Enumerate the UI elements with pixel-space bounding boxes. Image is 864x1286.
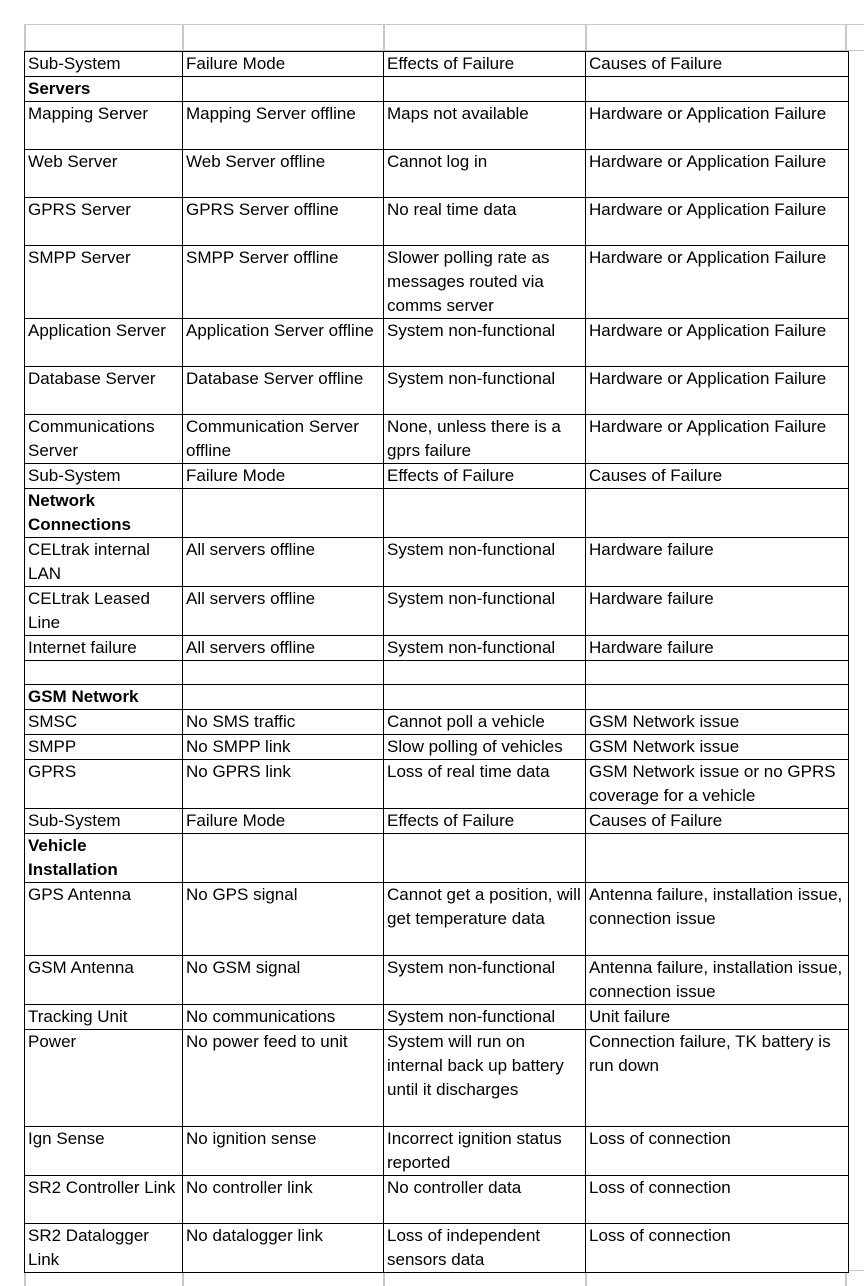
table-cell[interactable]: Hardware or Application Failure	[586, 102, 849, 150]
table-row	[25, 246, 849, 319]
table-cell[interactable]: Loss of real time data	[384, 760, 586, 809]
table-cell[interactable]: Antenna failure, installation issue, connection issue	[586, 956, 849, 1005]
table-row	[25, 415, 849, 464]
table-row	[25, 319, 849, 367]
table-cell[interactable]: Application Server	[25, 319, 183, 367]
table-row	[25, 760, 849, 809]
table-cell[interactable]: Hardware or Application Failure	[586, 150, 849, 198]
table-cell[interactable]: Sub-System	[25, 464, 183, 489]
table-row	[25, 367, 849, 415]
table-cell[interactable]	[384, 77, 586, 102]
table-row	[25, 1176, 849, 1224]
table-cell[interactable]: GPRS Server offline	[183, 198, 384, 246]
table-cell[interactable]: No GPRS link	[183, 760, 384, 809]
table-cell[interactable]: No communications	[183, 1005, 384, 1030]
table-cell[interactable]: Cannot get a position, will get temperature data	[384, 883, 586, 956]
table-cell[interactable]: Failure Mode	[183, 809, 384, 834]
table-cell[interactable]	[183, 489, 384, 538]
table-cell[interactable]	[586, 834, 849, 883]
table-cell[interactable]: SR2 Datalogger Link	[25, 1224, 183, 1273]
table-row	[25, 1127, 849, 1176]
table-cell[interactable]: System non-functional	[384, 636, 586, 661]
table-cell[interactable]: System non-functional	[384, 1005, 586, 1030]
table-cell[interactable]: System will run on internal back up battery until it discharges	[384, 1030, 586, 1127]
table-cell[interactable]: Communication Server offline	[183, 415, 384, 464]
table-cell[interactable]: CELtrak Leased Line	[25, 587, 183, 636]
table-cell[interactable]: Loss of connection	[586, 1176, 849, 1224]
table-cell[interactable]: Web Server	[25, 150, 183, 198]
table-cell[interactable]	[586, 77, 849, 102]
table-cell[interactable]: Loss of connection	[586, 1224, 849, 1273]
table-cell[interactable]: SMPP Server	[25, 246, 183, 319]
table-row	[25, 735, 849, 760]
table-row	[25, 198, 849, 246]
table-cell[interactable]: Causes of Failure	[586, 52, 849, 77]
table-cell[interactable]: Effects of Failure	[384, 52, 586, 77]
table-cell[interactable]: No ignition sense	[183, 1127, 384, 1176]
table-cell[interactable]: Power	[25, 1030, 183, 1127]
table-row	[25, 150, 849, 198]
table-cell[interactable]	[586, 661, 849, 685]
table-cell[interactable]: CELtrak internal LAN	[25, 538, 183, 587]
table-cell[interactable]: Sub-System	[25, 52, 183, 77]
table-cell[interactable]: No controller data	[384, 1176, 586, 1224]
table-cell[interactable]: Hardware or Application Failure	[586, 367, 849, 415]
table-cell[interactable]: Vehicle Installation	[25, 834, 183, 883]
table-cell[interactable]: Connection failure, TK battery is run down	[586, 1030, 849, 1127]
table-cell[interactable]: Hardware or Application Failure	[586, 198, 849, 246]
table-cell[interactable]: Sub-System	[25, 809, 183, 834]
table-cell[interactable]: No real time data	[384, 198, 586, 246]
table-cell[interactable]: Failure Mode	[183, 464, 384, 489]
table-cell[interactable]: Network Connections	[25, 489, 183, 538]
table-cell[interactable]: GPRS	[25, 760, 183, 809]
table-row	[25, 1005, 849, 1030]
table-cell[interactable]: SMSC	[25, 710, 183, 735]
table-cell[interactable]: Incorrect ignition status reported	[384, 1127, 586, 1176]
table-cell[interactable]: No GPS signal	[183, 883, 384, 956]
table-cell[interactable]: No SMS traffic	[183, 710, 384, 735]
table-cell[interactable]: SMPP	[25, 735, 183, 760]
table-cell[interactable]: System non-functional	[384, 587, 586, 636]
gridline-horizontal	[24, 24, 864, 25]
table-cell[interactable]: Hardware failure	[586, 538, 849, 587]
table-cell[interactable]	[384, 489, 586, 538]
table-cell[interactable]: GPRS Server	[25, 198, 183, 246]
table-cell[interactable]: Hardware failure	[586, 587, 849, 636]
table-cell[interactable]: Cannot poll a vehicle	[384, 710, 586, 735]
table-cell[interactable]: GPS Antenna	[25, 883, 183, 956]
table-cell[interactable]: No SMPP link	[183, 735, 384, 760]
table-cell[interactable]: Maps not available	[384, 102, 586, 150]
table-cell[interactable]	[384, 661, 586, 685]
table-cell[interactable]: Effects of Failure	[384, 809, 586, 834]
table-cell[interactable]: Database Server	[25, 367, 183, 415]
table-cell[interactable]: Effects of Failure	[384, 464, 586, 489]
table-row	[25, 538, 849, 587]
table-row	[25, 834, 849, 883]
table-cell[interactable]: Mapping Server	[25, 102, 183, 150]
table-cell[interactable]: System non-functional	[384, 956, 586, 1005]
table-cell[interactable]: No datalogger link	[183, 1224, 384, 1273]
table-cell[interactable]	[586, 685, 849, 710]
table-cell[interactable]: Web Server offline	[183, 150, 384, 198]
table-cell[interactable]: Internet failure	[25, 636, 183, 661]
table-row	[25, 710, 849, 735]
table-cell[interactable]: SR2 Controller Link	[25, 1176, 183, 1224]
table-row	[25, 636, 849, 661]
table-cell[interactable]: GSM Network	[25, 685, 183, 710]
table-cell[interactable]: Slower polling rate as messages routed via comms server	[384, 246, 586, 319]
table-cell[interactable]: All servers offline	[183, 587, 384, 636]
table-cell[interactable]: No power feed to unit	[183, 1030, 384, 1127]
table-cell[interactable]: None, unless there is a gprs failure	[384, 415, 586, 464]
table-row	[25, 77, 849, 102]
table-cell[interactable]: SMPP Server offline	[183, 246, 384, 319]
table-cell[interactable]: System non-functional	[384, 367, 586, 415]
table-cell[interactable]: No controller link	[183, 1176, 384, 1224]
table-cell[interactable]: All servers offline	[183, 538, 384, 587]
table-cell[interactable]: Loss of independent sensors data	[384, 1224, 586, 1273]
table-cell[interactable]: Causes of Failure	[586, 809, 849, 834]
failure-mode-table	[24, 51, 849, 1273]
table-cell[interactable]: Hardware or Application Failure	[586, 319, 849, 367]
table-cell[interactable]: System non-functional	[384, 319, 586, 367]
table-cell[interactable]: Slow polling of vehicles	[384, 735, 586, 760]
table-row	[25, 1030, 849, 1127]
table-cell[interactable]	[183, 834, 384, 883]
table-cell[interactable]: Hardware or Application Failure	[586, 246, 849, 319]
table-row	[25, 1224, 849, 1273]
table-cell[interactable]	[25, 661, 183, 685]
table-cell[interactable]	[183, 77, 384, 102]
table-cell[interactable]	[183, 685, 384, 710]
table-cell[interactable]: GSM Network issue or no GPRS coverage for a vehicle	[586, 760, 849, 809]
table-cell[interactable]: Tracking Unit	[25, 1005, 183, 1030]
table-cell[interactable]	[183, 661, 384, 685]
table-cell[interactable]: Hardware or Application Failure	[586, 415, 849, 464]
table-row	[25, 883, 849, 956]
table-cell[interactable]: Loss of connection	[586, 1127, 849, 1176]
table-cell[interactable]: All servers offline	[183, 636, 384, 661]
table-row	[25, 489, 849, 538]
table-cell[interactable]: Failure Mode	[183, 52, 384, 77]
table-cell[interactable]: Mapping Server offline	[183, 102, 384, 150]
table-cell[interactable]: GSM Network issue	[586, 710, 849, 735]
table-row	[25, 587, 849, 636]
table-cell[interactable]: Communications Server	[25, 415, 183, 464]
table-cell[interactable]: GSM Network issue	[586, 735, 849, 760]
table-cell[interactable]	[586, 489, 849, 538]
table-cell[interactable]: Unit failure	[586, 1005, 849, 1030]
table-row	[25, 52, 849, 77]
table-cell[interactable]: Hardware failure	[586, 636, 849, 661]
table-row	[25, 685, 849, 710]
table-cell[interactable]: Ign Sense	[25, 1127, 183, 1176]
table-row	[25, 464, 849, 489]
table-cell[interactable]: System non-functional	[384, 538, 586, 587]
table-cell[interactable]: Database Server offline	[183, 367, 384, 415]
table-cell[interactable]: Antenna failure, installation issue, connection issue	[586, 883, 849, 956]
table-row	[25, 102, 849, 150]
table-cell[interactable]	[384, 685, 586, 710]
table-cell[interactable]: Application Server offline	[183, 319, 384, 367]
table-row	[25, 809, 849, 834]
table-cell[interactable]: Cannot log in	[384, 150, 586, 198]
table-cell[interactable]: Causes of Failure	[586, 464, 849, 489]
table-cell[interactable]: GSM Antenna	[25, 956, 183, 1005]
table-row	[25, 956, 849, 1005]
table-cell[interactable]	[384, 834, 586, 883]
table-cell[interactable]: No GSM signal	[183, 956, 384, 1005]
table-row	[25, 661, 849, 685]
table-cell[interactable]: Servers	[25, 77, 183, 102]
